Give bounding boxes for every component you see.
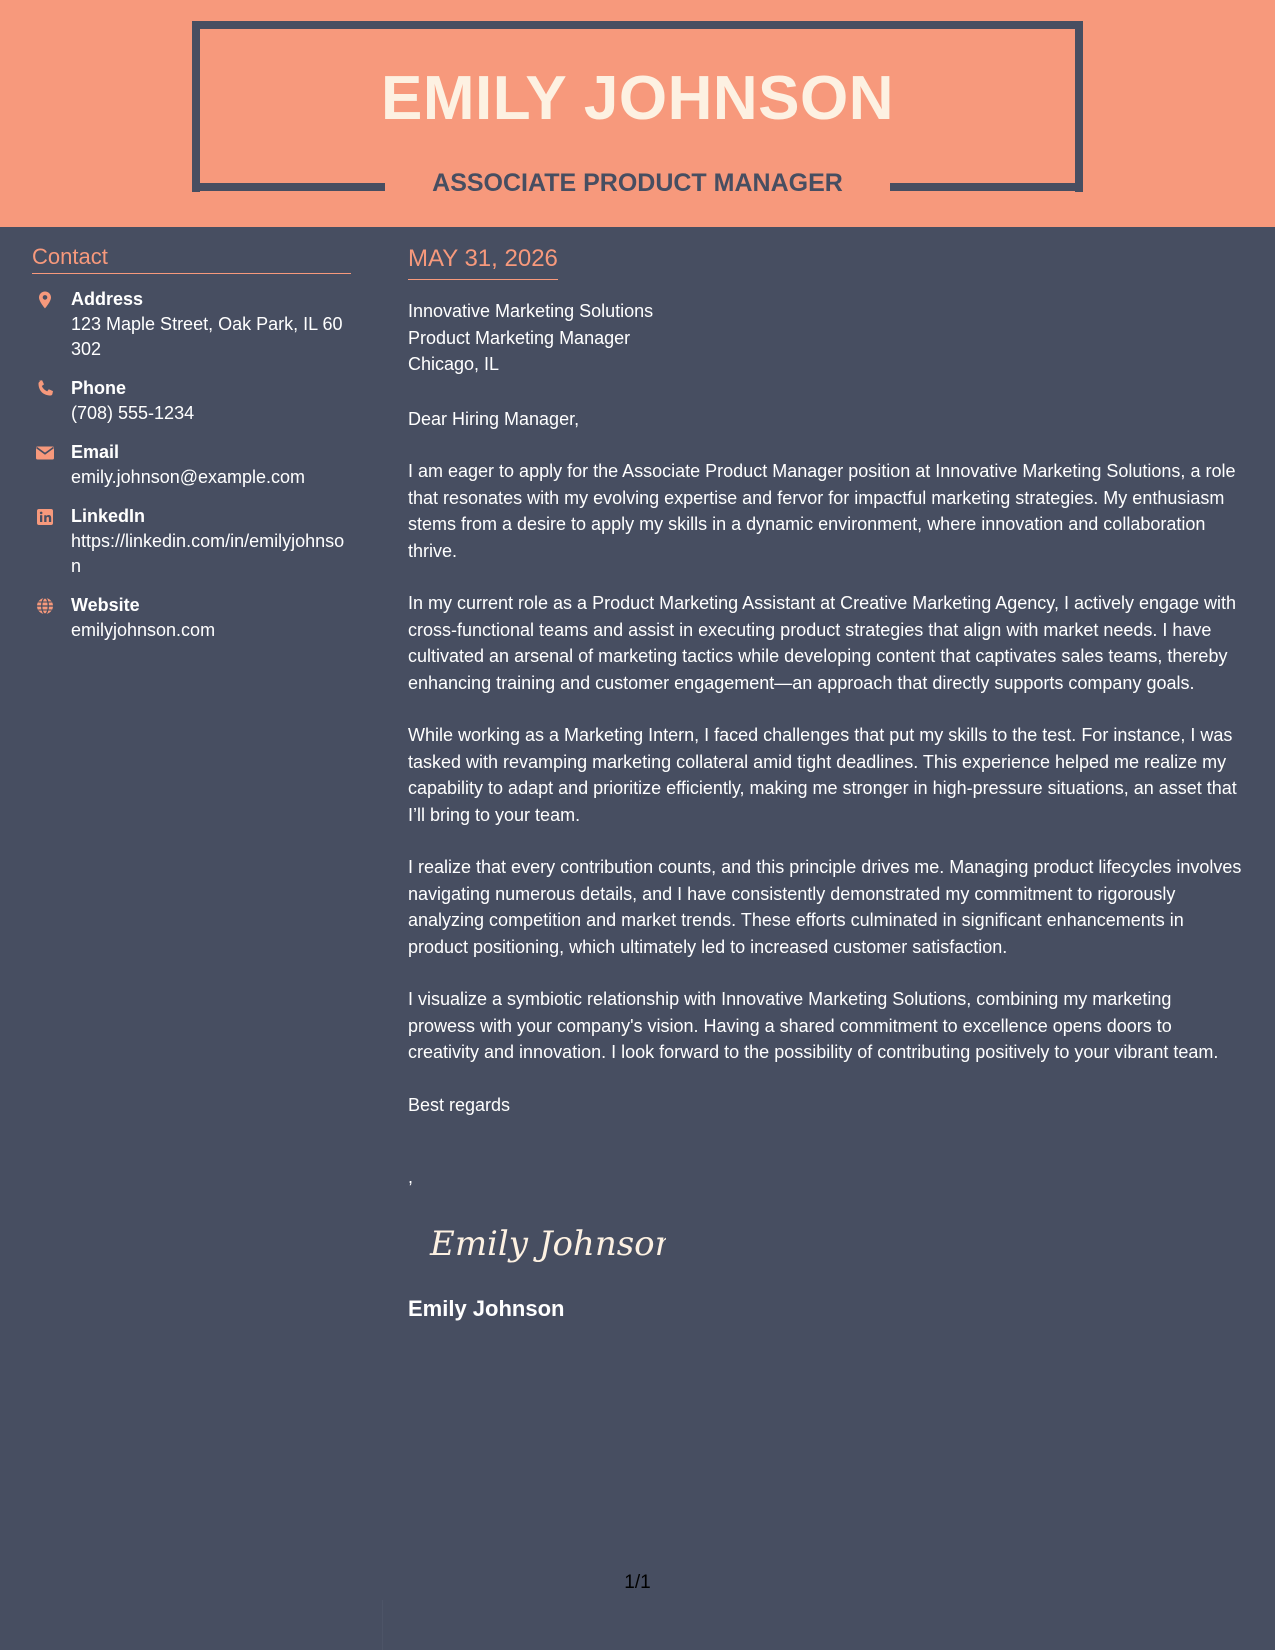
- recipient-title: Product Marketing Manager: [408, 327, 631, 348]
- contact-heading: Contact: [32, 243, 351, 274]
- contact-label: Email: [71, 442, 120, 462]
- contact-linkedin: [32, 504, 351, 579]
- handwritten-signature: [426, 1215, 666, 1271]
- applicant-name: EMILY JOHNSON: [381, 64, 894, 133]
- recipient-company: Innovative Marketing Solutions: [408, 301, 654, 321]
- greeting: Dear Hiring Manager,: [408, 408, 580, 429]
- letter-date: MAY 31, 2026: [408, 243, 558, 280]
- contact-label: Address: [71, 289, 144, 309]
- contact-label: LinkedIn: [71, 506, 146, 526]
- applicant-role: ASSOCIATE PRODUCT MANAGER: [432, 169, 843, 197]
- map-pin-icon: [35, 290, 55, 310]
- envelope-icon: [35, 443, 55, 463]
- svg-text:Emily Johnson: Emily Johnson: [430, 1223, 666, 1264]
- contact-address: [32, 287, 351, 362]
- contact-label: Phone: [71, 378, 127, 398]
- recipient-block: [408, 298, 1243, 378]
- closing: Best regards: [408, 1094, 511, 1115]
- contact-sidebar: [32, 243, 351, 657]
- contact-list: [32, 287, 351, 643]
- paragraph: I realize that every contribution counts, and this principle drives me. Managing product lifecycles involves navigating numerous details, and I have consistently demonstrated my commitment to rigorously analyzing competition and market trends. These efforts culminated in significant enhancements in product positioning, which ultimately led to increased customer satisfaction.: [408, 857, 1242, 957]
- contact-value: https://linkedin.com/in/emilyjohnson: [71, 531, 345, 576]
- paragraph: In my current role as a Product Marketing Assistant at Creative Marketing Agency, I actively engage with cross-functional teams and assist in executing product strategies that align with market needs. I have cultivated an arsenal of marketing tactics while developing content that captivates sales teams, thereby enhancing training and customer engagement—an approach that directly supports company goals.: [408, 593, 1237, 693]
- paragraph: I am eager to apply for the Associate Product Manager position at Innovative Marketing Solutions, a role that resonates with my evolving expertise and fervor for impactful marketing strategies. My enthusiasm stems from a desire to apply my skills in a dynamic environment, where innovation and collaboration thrive.: [408, 461, 1236, 561]
- closing-comma: ,: [408, 1167, 414, 1187]
- linkedin-icon: [35, 507, 55, 527]
- contact-value: (708) 555-1234: [71, 403, 195, 423]
- globe-icon: [35, 596, 55, 616]
- recipient-location: Chicago, IL: [408, 354, 500, 374]
- contact-website: [32, 593, 351, 643]
- letter-body: [408, 243, 1243, 1324]
- phone-icon: [35, 379, 55, 399]
- contact-value: emily.johnson@example.com: [71, 467, 306, 487]
- header-banner: [0, 0, 1275, 227]
- contact-value: 123 Maple Street, Oak Park, IL 60302: [71, 314, 343, 359]
- contact-email: [32, 440, 351, 490]
- contact-phone: [32, 376, 351, 426]
- header-frame-bottom-left: [192, 183, 385, 191]
- signer-name: Emily Johnson: [408, 1295, 565, 1321]
- paragraph: I visualize a symbiotic relationship with Innovative Marketing Solutions, combining my marketing prowess with your company's vision. Having a shared commitment to excellence opens doors to creativity and innovation. I look forward to the possibility of contributing positively to your vibrant team.: [408, 989, 1219, 1062]
- paragraph: While working as a Marketing Intern, I faced challenges that put my skills to the test. For instance, I was tasked with revamping marketing collateral amid tight deadlines. This experience helped me realize my capability to adapt and prioritize efficiently, making me stronger in high-pressure situations, an asset that I’ll bring to your team.: [408, 725, 1237, 825]
- column-divider: [382, 1600, 383, 1650]
- header-frame-bottom-right: [890, 183, 1083, 191]
- contact-value: emilyjohnson.com: [71, 620, 216, 640]
- page-number: 1/1: [624, 1572, 651, 1593]
- contact-label: Website: [71, 595, 140, 615]
